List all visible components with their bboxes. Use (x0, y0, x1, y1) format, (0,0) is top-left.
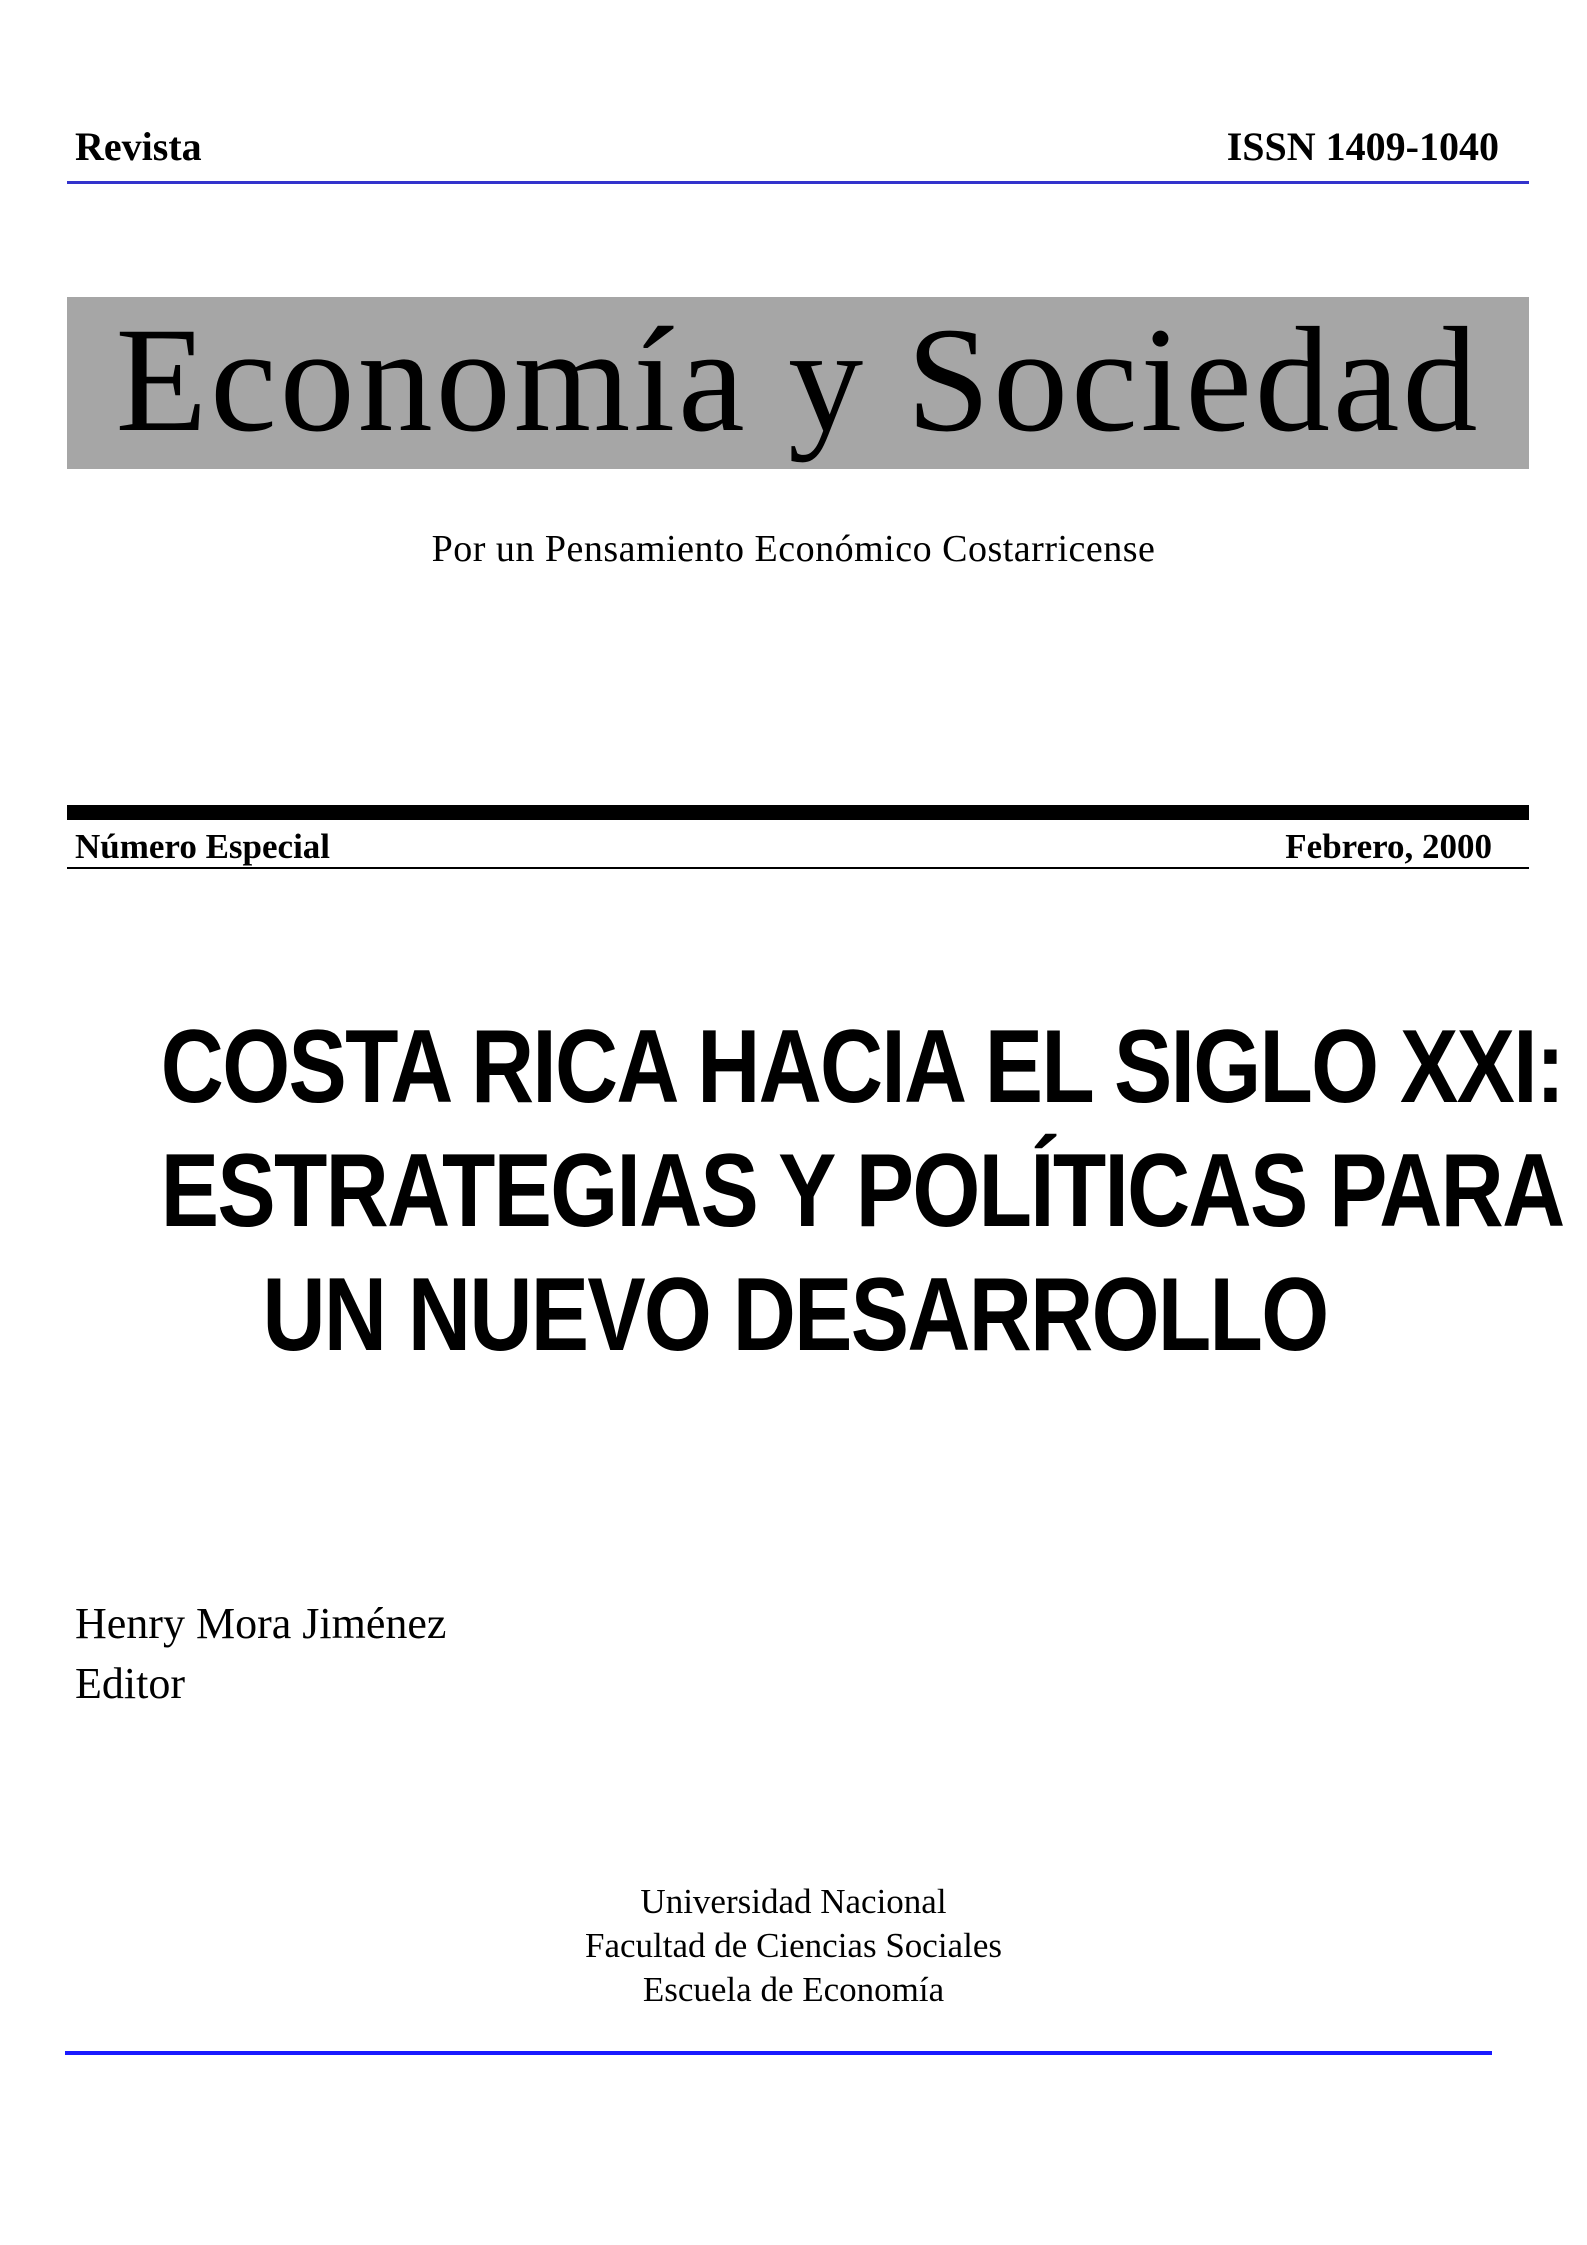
institution-block (0, 1880, 1587, 2012)
top-divider (67, 181, 1529, 184)
institution-faculty: Facultad de Ciencias Sociales (585, 1926, 1002, 1965)
issue-date: Febrero, 2000 (1285, 827, 1492, 866)
journal-title: Economía y Sociedad (115, 297, 1481, 463)
institution-school: Escuela de Economía (642, 1970, 945, 2009)
headline-line: ESTRATEGIAS Y POLÍTICAS PARA (160, 1133, 1564, 1249)
headline-line: UN NUEVO DESARROLLO (262, 1257, 1328, 1373)
issue-bottom-divider (67, 867, 1529, 869)
editor-name: Henry Mora Jiménez (75, 1599, 447, 1648)
revista-label: Revista (75, 124, 202, 169)
headline-line: COSTA RICA HACIA EL SIGLO XXI: (160, 1009, 1564, 1125)
journal-title-bar (67, 297, 1529, 469)
issn-number: ISSN 1409-1040 (1226, 124, 1499, 169)
issue-headline (160, 1005, 1564, 1377)
issue-top-divider (67, 805, 1529, 820)
bottom-divider (65, 2051, 1492, 2055)
editor-role: Editor (75, 1659, 185, 1708)
institution-university: Universidad Nacional (640, 1882, 947, 1921)
journal-subtitle: Por un Pensamiento Económico Costarricense (431, 528, 1156, 570)
issue-label: Número Especial (75, 827, 331, 866)
